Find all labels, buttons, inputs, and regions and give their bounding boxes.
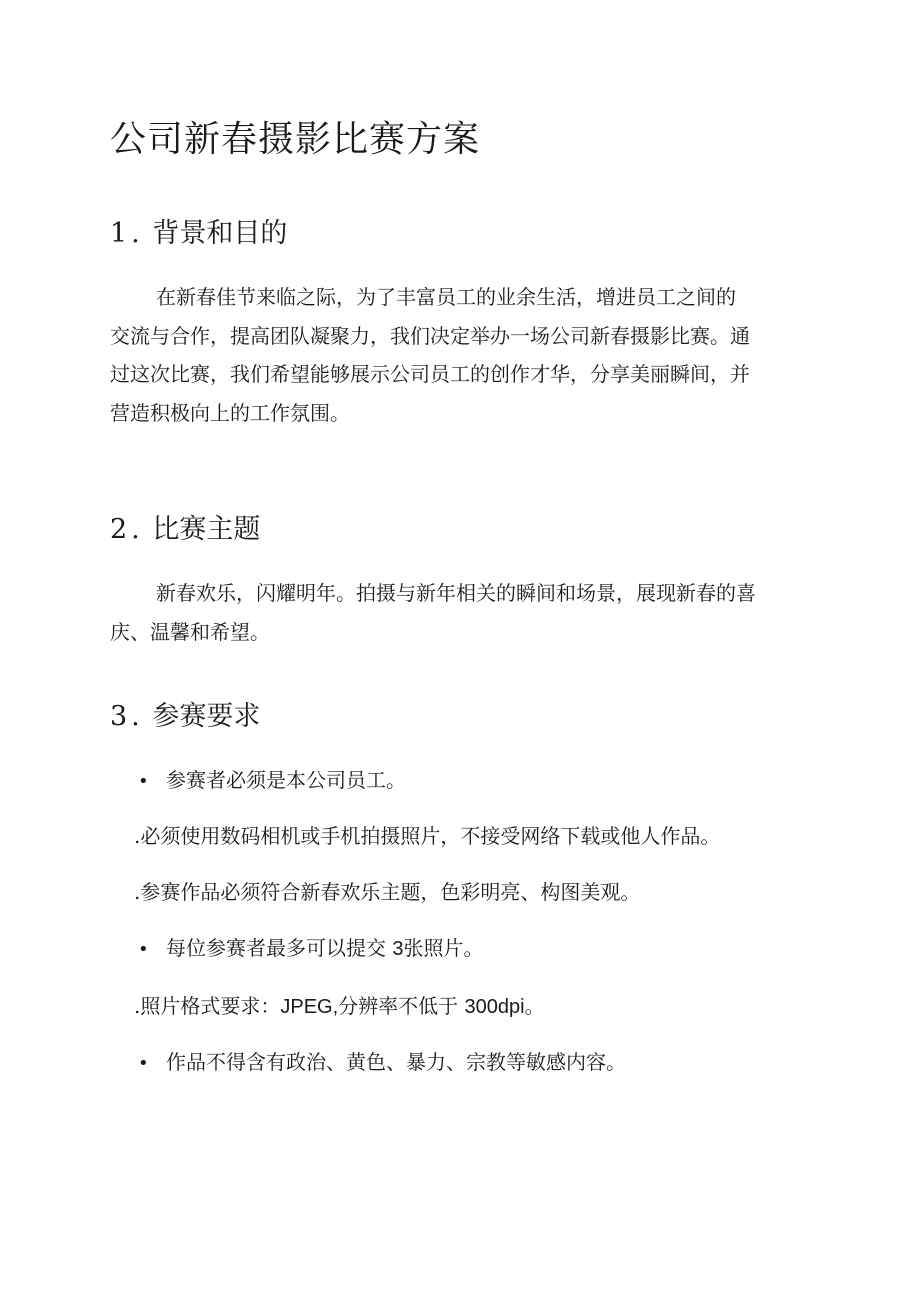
bullet-icon: •: [138, 1053, 149, 1074]
section-number: 2.: [110, 514, 144, 545]
paragraph-line: 过这次比赛，我们希望能够展示公司员工的创作才华，分享美丽瞬间，并: [110, 362, 750, 386]
list-item-text: 照片格式要求：: [140, 994, 281, 1018]
list-item: [134, 877, 640, 907]
photo-count: 3: [392, 938, 404, 960]
paragraph-background: [110, 278, 810, 432]
list-item: [134, 821, 720, 851]
list-item-text: 张照片。: [403, 936, 484, 960]
list-item: [138, 765, 406, 797]
bullet-icon: •: [138, 771, 149, 792]
section-heading-background: [110, 214, 287, 254]
paragraph-line: 庆、温馨和希望。: [110, 619, 270, 644]
section-title: 比赛主题: [152, 514, 261, 545]
section-title: 参赛要求: [152, 701, 261, 732]
list-item-text: 参赛者必须是本公司员工。: [166, 768, 406, 792]
list-item-text: 参赛作品必须符合新春欢乐主题，色彩明亮、构图美观。: [140, 880, 641, 904]
list-item: [138, 933, 483, 965]
list-item: [134, 991, 545, 1022]
paragraph-theme: [110, 574, 810, 651]
resolution-value: 300dpi: [464, 996, 525, 1018]
section-heading-theme: [110, 510, 260, 550]
list-marker: .: [134, 994, 141, 1018]
paragraph-line: 在新春佳节来临之际，为了丰富员工的业余生活，增进员工之间的: [156, 285, 736, 309]
section-number: 3.: [110, 701, 144, 732]
file-format: JPEG,: [280, 996, 339, 1018]
list-item-text: 必须使用数码相机或手机拍摄照片，不接受网络下载或他人作品。: [140, 824, 721, 848]
section-heading-requirements: [110, 697, 260, 737]
paragraph-line: 营造积极向上的工作氛围。: [110, 400, 350, 425]
section-title: 背景和目的: [152, 218, 288, 249]
list-item-text: 分辨率不低于: [338, 994, 459, 1018]
list-marker: .: [134, 880, 141, 904]
list-item-text: 作品不得含有政治、黄色、暴力、宗教等敏感内容。: [166, 1050, 626, 1074]
list-item: [138, 1047, 626, 1079]
list-marker: .: [134, 824, 141, 848]
list-item-text: 每位参赛者最多可以提交: [166, 936, 386, 960]
paragraph-line: 新春欢乐，闪耀明年。拍摄与新年相关的瞬间和场景，展现新春的喜: [156, 581, 756, 605]
bullet-icon: •: [138, 939, 149, 960]
section-number: 1.: [110, 218, 144, 249]
paragraph-line: 交流与合作，提高团队凝聚力，我们决定举办一场公司新春摄影比赛。通: [110, 323, 750, 348]
page-title: 公司新春摄影比赛方案: [110, 119, 481, 160]
list-item-text: 。: [524, 994, 545, 1018]
